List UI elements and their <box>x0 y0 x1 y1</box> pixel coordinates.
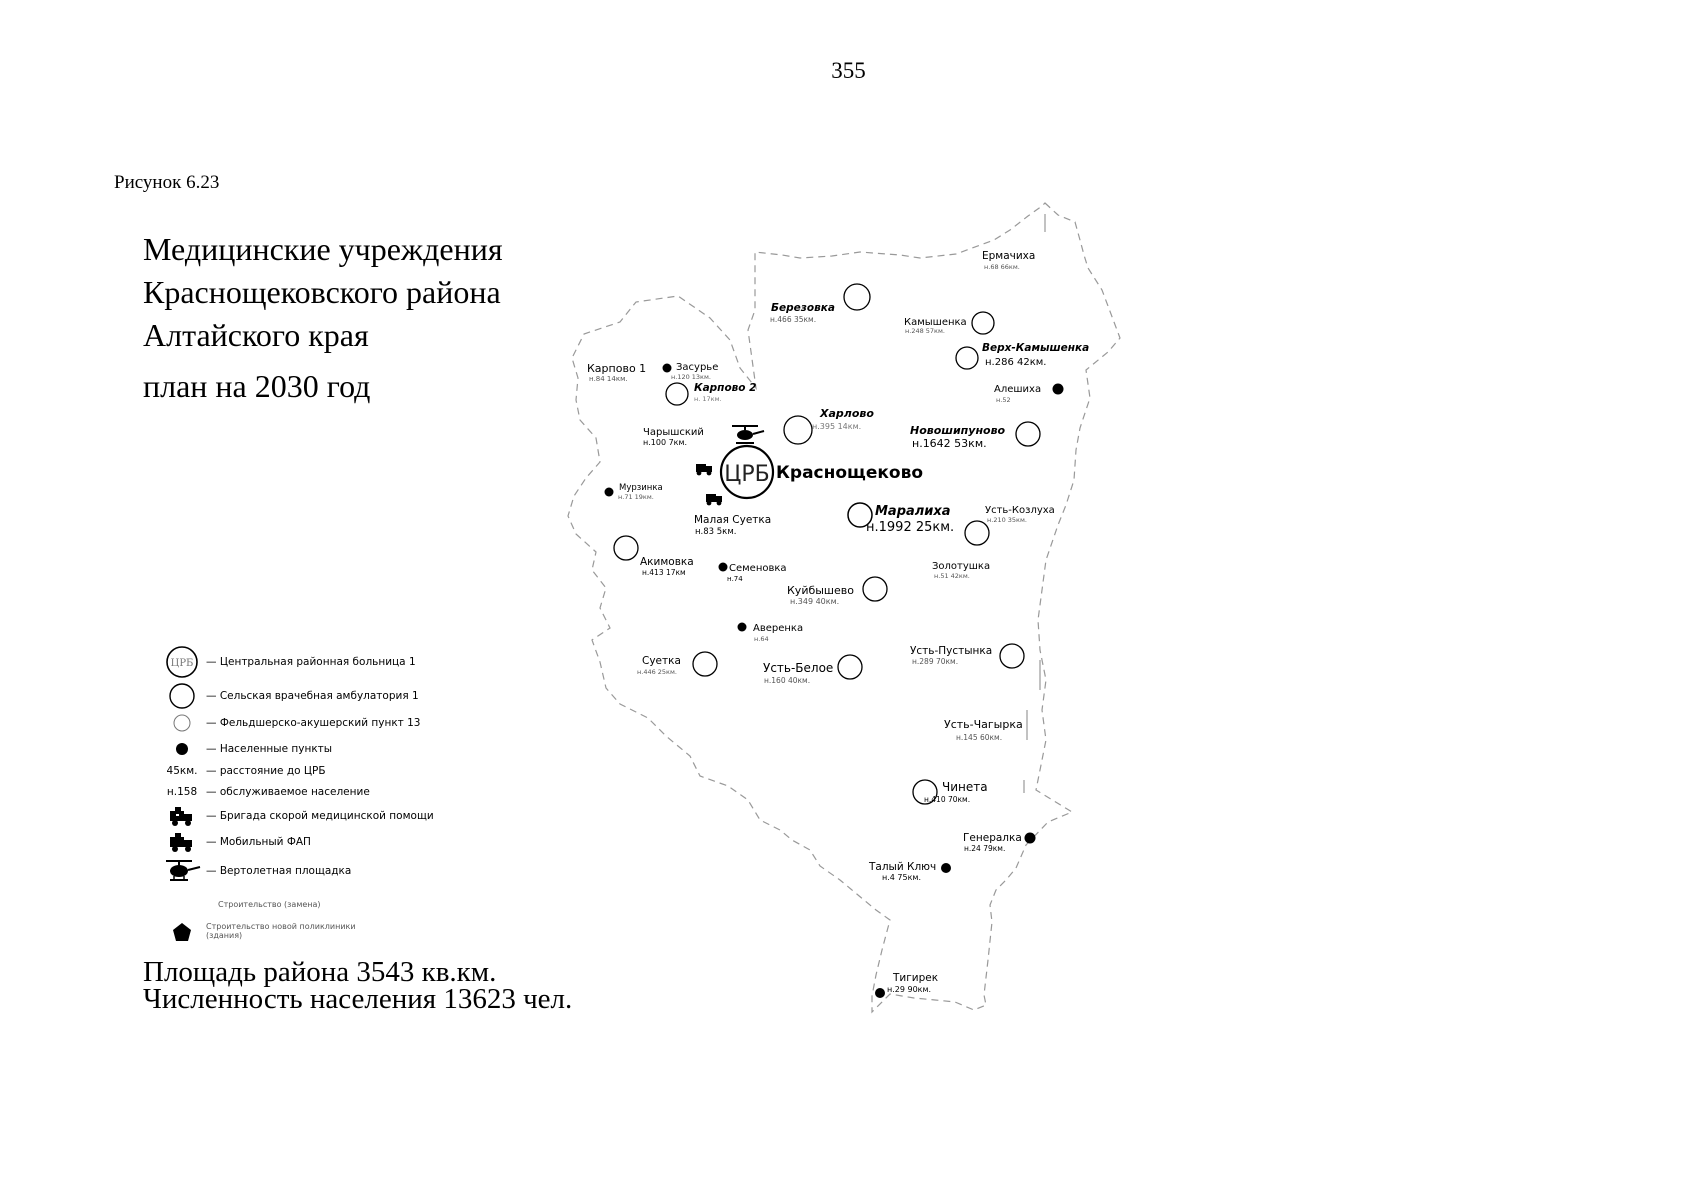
place-info: н.289 70км. <box>912 657 959 666</box>
place-name: Тигирек <box>893 972 939 984</box>
mobile-fap-icon <box>706 494 722 505</box>
place-info: н.84 14км. <box>589 375 628 383</box>
place-info: н.4 75км. <box>882 873 921 882</box>
figure-label: Рисунок 6.23 <box>114 172 220 193</box>
legend-text: Строительство (замена) <box>218 899 321 909</box>
place-name: Ермачиха <box>982 250 1036 262</box>
legend-text: Строительство новой поликлиники (здания) <box>206 922 356 940</box>
place-name: Харлово <box>820 407 874 420</box>
fap-circle <box>614 536 638 560</box>
place-info: н.68 66км. <box>984 263 1020 271</box>
place-name: Чинета <box>942 780 988 794</box>
place-info: н.466 35км. <box>770 315 817 324</box>
fap-circle <box>666 383 688 405</box>
place-info: н.64 <box>754 635 769 643</box>
fap-circle <box>838 655 862 679</box>
legend-text: — Бригада скорой медицинской помощи <box>206 810 434 822</box>
district-boundary <box>568 203 1120 1012</box>
map-title-line: Медицинские учреждения <box>143 231 503 267</box>
place-name: Акимовка <box>640 556 694 568</box>
place-info: н.349 40км. <box>790 597 840 606</box>
settlement-dot <box>941 863 951 873</box>
place-name: Мурзинка <box>619 483 663 493</box>
place-info: н.1642 53км. <box>912 437 987 450</box>
place-info: н.160 40км. <box>764 676 811 685</box>
place-info: н.410 70км. <box>924 795 971 804</box>
legend-text: — Фельдшерско-акушерский пункт 13 <box>206 717 421 729</box>
place-name: Усть-Чагырка <box>944 718 1023 731</box>
crb-label: ЦРБ <box>724 462 770 487</box>
fap-circle <box>863 577 887 601</box>
settlement-dot <box>605 488 614 497</box>
settlement-dot <box>738 623 747 632</box>
place-name: Березовка <box>771 302 835 314</box>
place-info: н.51 42км. <box>934 572 970 580</box>
map-subtitle: план на 2030 год <box>143 368 371 404</box>
place-info: н.100 7км. <box>643 438 688 447</box>
place-info: н.446 25км. <box>637 668 677 676</box>
district-population: Численность населения 13623 чел. <box>143 983 573 1015</box>
legend-text: — расстояние до ЦРБ <box>206 765 326 777</box>
settlement-dot <box>1053 384 1064 395</box>
place-name: Аверенка <box>753 623 804 634</box>
legend-text: — обслуживаемое население <box>206 786 370 798</box>
place-name: Семеновка <box>729 563 787 574</box>
page-number: 355 <box>831 58 866 83</box>
place-name: Куйбышево <box>787 584 854 597</box>
svg-text:ЦРБ: ЦРБ <box>170 658 194 669</box>
crb-marker <box>721 446 773 498</box>
legend-text: — Центральная районная больница 1 <box>206 656 416 668</box>
place-info: н.413 17км <box>642 568 686 577</box>
place-name: Суетка <box>642 655 681 667</box>
place-name: Камышенка <box>904 317 967 328</box>
place-name: Новошипуново <box>910 424 1006 437</box>
place-name: Усть-Козлуха <box>985 505 1055 516</box>
distance-example: 45км. <box>166 765 198 777</box>
fap-circle <box>972 312 994 334</box>
place-name: Карпово 1 <box>587 362 647 375</box>
place-name: Маралиха <box>875 504 951 519</box>
legend-text: — Мобильный ФАП <box>206 836 311 848</box>
place-name: Усть-Пустынка <box>910 645 993 657</box>
place-name: Засурье <box>676 362 719 373</box>
place-name: Малая Суетка <box>694 514 772 526</box>
place-info: н. 17км. <box>694 395 722 403</box>
place-info: н.1992 25км. <box>866 520 955 535</box>
place-name: Усть-Белое <box>763 661 834 675</box>
place-info: н.29 90км. <box>887 985 932 994</box>
helicopter-icon <box>732 426 764 443</box>
map-title-line: Краснощековского района <box>143 274 501 310</box>
ambulance-icon <box>696 464 712 475</box>
fap-circle <box>1000 644 1024 668</box>
fap-circle <box>784 416 812 444</box>
place-info: н.71 19км. <box>618 493 654 501</box>
place-name: Золотушка <box>932 561 991 572</box>
place-name: Генералка <box>963 832 1022 844</box>
place-info: н.210 35км. <box>987 516 1027 524</box>
fap-circle <box>844 284 870 310</box>
place-info: н.145 60км. <box>956 733 1003 742</box>
place-info: н.52 <box>996 396 1011 404</box>
district-area: Площадь района 3543 кв.км. <box>143 956 497 988</box>
legend-text: — Вертолетная площадка <box>206 865 352 877</box>
fap-circle <box>693 652 717 676</box>
legend-text: — Населенные пункты <box>206 743 333 755</box>
place-info: н.286 42км. <box>985 357 1047 368</box>
place-info: н.120 13км. <box>671 373 711 381</box>
place-info: н.395 14км. <box>812 422 862 431</box>
place-name: Верх-Камышенка <box>982 342 1090 354</box>
place-info: н.74 <box>727 575 743 583</box>
settlement-dot <box>719 563 728 572</box>
place-info: н.24 79км. <box>964 844 1006 853</box>
fap-circle <box>965 521 989 545</box>
fap-circle <box>1016 422 1040 446</box>
population-example: н.158 <box>166 786 198 798</box>
center-name: Краснощеково <box>776 463 924 483</box>
place-name: Чарышский <box>643 427 704 438</box>
place-name: Карпово 2 <box>694 382 757 394</box>
map-title-line: Алтайского края <box>143 317 369 353</box>
settlement-dot <box>663 364 672 373</box>
settlement-dot <box>1025 833 1036 844</box>
settlement-dot <box>875 988 885 998</box>
place-name: Талый Ключ <box>869 861 937 873</box>
fap-circle <box>956 347 978 369</box>
legend-text: — Сельская врачебная амбулатория 1 <box>206 690 419 702</box>
place-info: н.83 5км. <box>695 527 737 537</box>
place-info: н.248 57км. <box>905 327 945 335</box>
place-name: Алешиха <box>994 384 1042 395</box>
